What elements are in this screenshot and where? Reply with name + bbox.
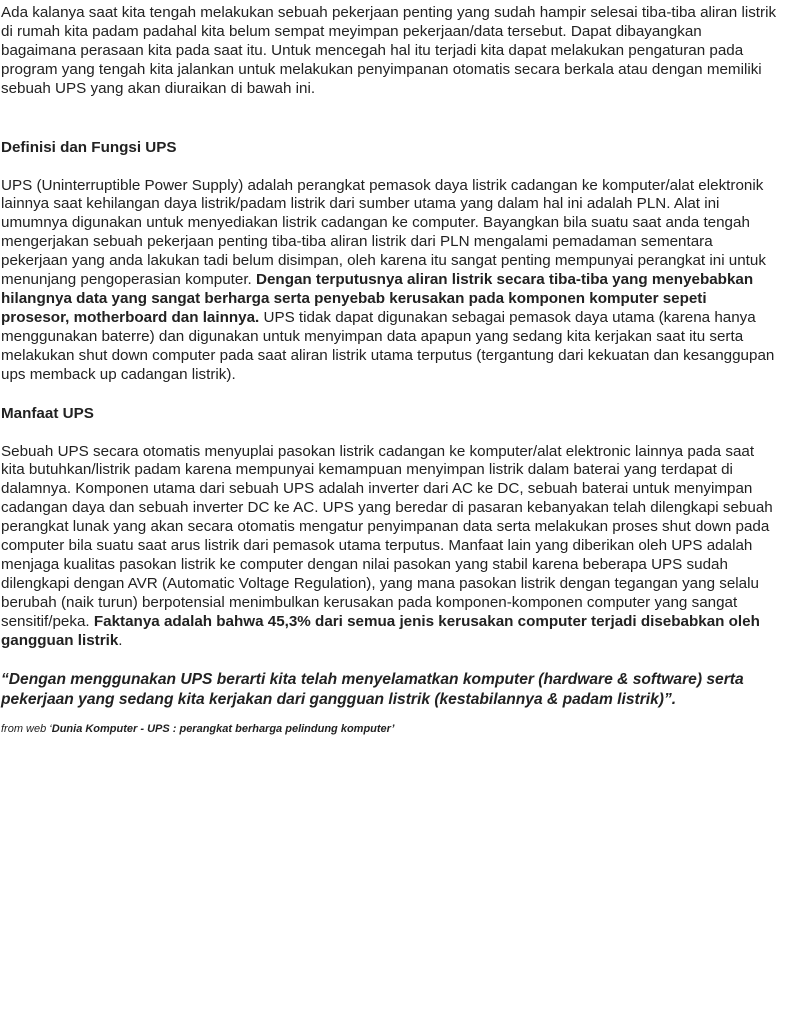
source-prefix: from web ‘ — [1, 723, 52, 736]
manfaat-bold-text: Faktanya adalah bahwa 45,3% dari semua jenis kerusakan computer terjadi disebabkan oleh gangguan listrik — [1, 612, 760, 649]
definisi-bold-text: Dengan terputusnya aliran listrik secara tiba-tiba yang menyebabkan hilangnya data yang sangat berharga serta penyebab kerusakan pada komponen komputer sepeti prosesor, motherboard dan lainnya. — [1, 271, 754, 326]
manfaat-heading: Manfaat UPS — [1, 404, 94, 422]
definisi-heading: Definisi dan Fungsi UPS — [1, 138, 177, 156]
intro-paragraph: Ada kalanya saat kita tengah melakukan sebuah pekerjaan penting yang sudah hampir selesai tiba-tiba aliran listrik di rumah kita padam padahal kita belum sempat meyimpan pekerjaan/data tersebut. Dapat dibayangkan bagaimana perasaan kita pada saat itu. Untuk mencegah hal itu terjadi kita dapat melakukan pengaturan pada program yang tengah kita jalankan untuk melakukan penyimpanan otomatis secara berkala atau dengan memiliki sebuah UPS yang akan diuraikan di bawah ini. — [1, 4, 777, 97]
quote-paragraph: “Dengan menggunakan UPS berarti kita telah menyelamatkan komputer (hardware & software) serta pekerjaan yang sedang kita kerjakan dari gangguan listrik (kestabilannya & padam listrik)”. — [1, 671, 744, 708]
definisi-text-1: UPS (Uninterruptible Power Supply) adalah perangkat pemasok daya listrik cadangan ke komputer/alat elektronik lainnya saat kehilangan daya listrik/padam listrik dari sumber utama yang dalam hal ini adalah PLN. Alat ini umumnya digunakan untuk menyediakan listrik cadangan ke computer. Bayangkan bila suatu saat anda tengah mengerjakan sebuah pekerjaan penting tiba-tiba aliran listrik dari PLN mengalami pemadaman sementara pekerjaan yang anda lakukan tadi belum disimpan, oleh karena itu sangat penting mempunyai perangkat ini untuk menunjang pengoperasian komputer. — [1, 176, 766, 289]
source-title: Dunia Komputer - UPS : perangkat berharga pelindung komputer’ — [51, 723, 395, 736]
manfaat-text-end: . — [118, 631, 123, 649]
definisi-text-2: UPS tidak dapat digunakan sebagai pemasok daya utama (karena hanya menggunakan baterre) dan digunakan untuk menyimpan data apapun yang sedang kita kerjakan saat itu serta melakukan shut down computer pada saat aliran listrik utama terputus (tergantung dari kekuatan dan kesanggupan ups memback up cadangan listrik). — [1, 308, 775, 383]
manfaat-text-1: Sebuah UPS secara otomatis menyuplai pasokan listrik cadangan ke komputer/alat elektronic lainnya pada saat kita butuhkan/listrik padam karena mempunyai kemampuan menyimpan listrik dalam baterai yang terdapat di dalamnya. Komponen utama dari sebuah UPS adalah inverter dari AC ke DC, sebuah baterai untuk menyimpan cadangan daya dan sebuah inverter DC ke AC. UPS yang beredar di pasaran kebanyakan telah dilengkapi sebuah perangkat lunak yang akan secara otomatis mengatur penyimpanan data serta melakukan proses shut down pada computer bila suatu saat arus listrik dari pemasok utama terputus. Manfaat lain yang diberikan oleh UPS adalah menjaga kualitas pasokan listrik ke computer dengan nilai pasokan yang stabil karena beberapa UPS sudah dilengkapi dengan AVR (Automatic Voltage Regulation), yang mana pasokan listrik dengan tegangan yang selalu berubah (naik turun) berpotensial menimbulkan kerusakan pada komponen-komponen computer yang sangat sensitif/peka. — [1, 442, 773, 630]
source-citation — [1, 722, 778, 736]
definisi-paragraph — [1, 177, 778, 385]
manfaat-paragraph — [1, 443, 778, 651]
